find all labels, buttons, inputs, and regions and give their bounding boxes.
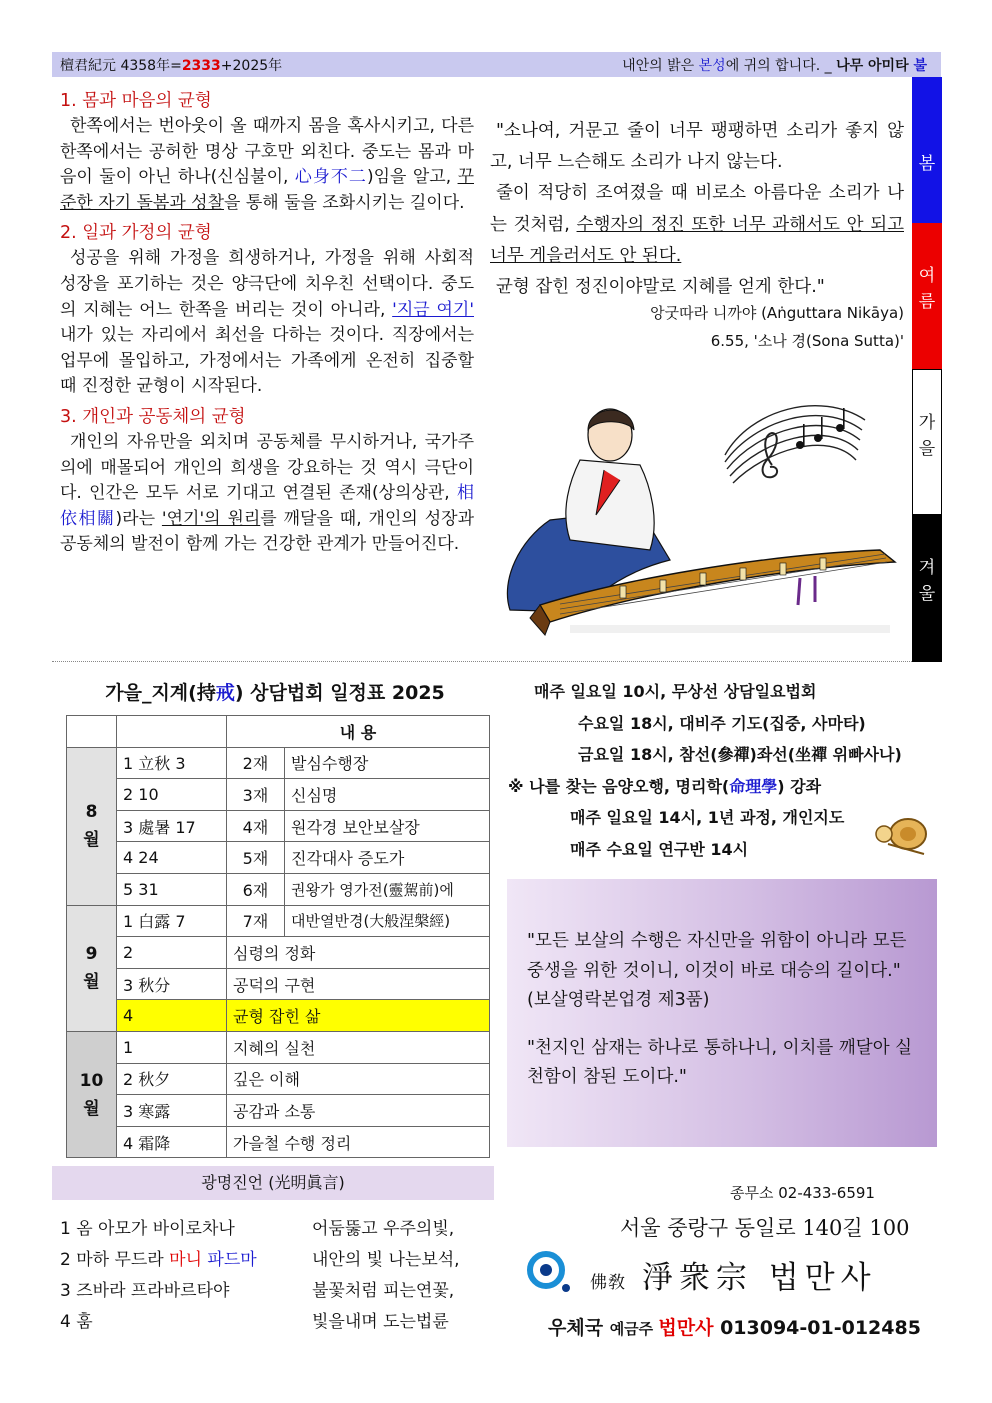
sona-quote bbox=[490, 116, 904, 303]
quote-line: "소나여, 거문고 줄이 너무 팽팽하면 소리가 좋지 않고, 너무 느슨해도 소리가 나지 않는다. bbox=[490, 121, 904, 173]
info-line: 매주 일요일 14시, 1년 과정, 개인지도 bbox=[570, 808, 845, 827]
table-row: 4 霜降 가을철 수행 정리 bbox=[67, 1126, 490, 1158]
temple-logo-icon bbox=[526, 1250, 572, 1294]
schedule-table bbox=[66, 715, 490, 1158]
info-line: 수요일 18시, 대비주 기도(집중, 사마타) bbox=[578, 713, 866, 733]
sutra-quote-box bbox=[507, 879, 937, 1147]
info-line: 매주 수요일 연구반 14시 bbox=[570, 839, 749, 859]
season-summer: 여 름 bbox=[912, 223, 942, 369]
table-row: 9 월 1 白露 7 7재 대반열반경(大般涅槃經) bbox=[67, 905, 490, 937]
table-header: 내 용 bbox=[227, 716, 490, 748]
table-row: 2 심령의 정화 bbox=[67, 937, 490, 969]
gayageum-player-illustration bbox=[500, 390, 905, 645]
table-row: 3 寒露 공감과 소통 bbox=[67, 1095, 490, 1127]
section-title: 3. 개인과 공동체의 균형 bbox=[60, 406, 246, 427]
table-row: 2 10 3재 신심명 bbox=[67, 779, 490, 811]
quote-line: 줄이 적당히 조여졌을 때 비로소 아름다운 소리가 나는 것처럼, 수행자의 정진 또한 너무 과해서도 안 되고 너무 게을러서도 안 된다. bbox=[490, 183, 904, 266]
sutra-quote: "천지인 삼재는 하나로 통하나니, 이치를 깨달아 실천함이 참된 도이다." bbox=[527, 1037, 913, 1087]
table-row: 5 31 6재 권왕가 영가전(靈駕前)에 bbox=[67, 873, 490, 905]
section-body: 성공을 위해 가정을 희생하거나, 가정을 위해 사회적 성장을 포기하는 것은 양극단에 치우친 선택이다. 중도의 지혜는 어느 한쪽을 버리는 것이 아니라, '지금 여기' 내가 있는 자리에서 최선을 다하는 것이다. 직장에서는 업무에 몰입하고, 가정에서는 가족에게 온전히 집중할 때 진정한 균형이 시작된다. bbox=[60, 248, 474, 397]
bank-account: 우체국 예금주 법만사 013094-01-012485 bbox=[548, 1317, 921, 1339]
table-row: 8 월 1 立秋 3 2재 발심수행장 bbox=[67, 747, 490, 779]
season-winter: 겨 울 bbox=[912, 515, 942, 662]
office-phone: 종무소 02-433-6591 bbox=[730, 1184, 875, 1202]
temple-name: 佛敎 淨衆宗 법만사 bbox=[590, 1260, 877, 1296]
section-title: 2. 일과 가정의 균형 bbox=[60, 223, 212, 244]
gong-icon bbox=[874, 812, 932, 856]
table-row: 2 秋夕 깊은 이해 bbox=[67, 1063, 490, 1095]
mantra-meaning: 어둠뚫고 우주의빛, 내안의 빛 나는보석, 불꽃처럼 피는연꽃, 빛을내며 도는법륜 bbox=[312, 1219, 460, 1332]
quote-line: 균형 잡힌 정진이야말로 지혜를 얻게 한다." bbox=[496, 277, 825, 298]
header-refuge: 내안의 밝은 본성에 귀의 합니다. _ 나무 아미타 불 bbox=[622, 58, 927, 74]
section-title: 1. 몸과 마음의 균형 bbox=[60, 91, 212, 111]
month-label: 8 월 bbox=[67, 747, 117, 905]
table-row: 4 24 5재 진각대사 증도가 bbox=[67, 842, 490, 874]
info-line: 매주 일요일 10시, 무상선 상담일요법회 bbox=[534, 682, 817, 701]
dangun-year: 檀君紀元 4358年=2333+2025年 bbox=[60, 58, 283, 74]
info-line: 금요일 18시, 참선(參禪)좌선(坐禪 위빠사나) bbox=[578, 745, 902, 764]
season-autumn: 가 을 bbox=[912, 369, 942, 515]
season-sidebar bbox=[912, 77, 942, 662]
sutra-quote: "모든 보살의 수행은 자신만을 위함이 아니라 모든 중생을 위한 것이니, 이것이 바로 대승의 길이다." (보살영락본업경 제3품) bbox=[527, 931, 907, 1010]
section-body: 개인의 자유만을 외치며 공동체를 무시하거나, 국가주의에 매몰되어 개인의 희생을 강요하는 것 역시 극단이다. 인간은 모두 서로 기대고 연결된 존재(상의상관, 相依相關)라는 '연기'의 원리를 깨달을 때, 개인의 성장과 공동체의 발전이 함께 가는 건강한 관계가 만들어진다. bbox=[60, 431, 474, 555]
header-bar bbox=[52, 52, 941, 77]
table-row: 10 월 1 지혜의 실천 bbox=[67, 1031, 490, 1063]
season-spring: 봄 bbox=[912, 77, 942, 223]
mantra-lines: 1 옴 아모가 바이로차나 2 마하 무드라 마니 파드마 3 즈바라 프라바르타야 4 훔 bbox=[60, 1219, 257, 1332]
month-label: 10 월 bbox=[67, 1031, 117, 1157]
section-body: 한쪽에서는 번아웃이 올 때까지 몸을 혹사시키고, 다른 한쪽에서는 공허한 명상 구호만 외친다. 중도는 몸과 마음이 둘이 아닌 하나(신심불이, 心身不二)임을 알고, 꾸준한 자기 돌봄과 성찰을 통해 둘을 조화시키는 길이다. bbox=[60, 116, 474, 213]
month-label: 9 월 bbox=[67, 905, 117, 1031]
divider bbox=[52, 661, 912, 662]
schedule-title: 가을_지계(持戒) 상담법회 일정표 2025 bbox=[105, 682, 445, 704]
balance-sections bbox=[60, 88, 474, 562]
table-row: 3 處暑 17 4재 원각경 보안보살장 bbox=[67, 810, 490, 842]
table-row: 3 秋分 공덕의 구현 bbox=[67, 968, 490, 1000]
info-line: ※ 나를 찾는 음양오행, 명리학(命理學) 강좌 bbox=[508, 776, 822, 796]
weekly-services bbox=[508, 676, 928, 865]
mantra-title: 광명진언 (光明眞言) bbox=[52, 1166, 494, 1200]
table-row-highlighted: 4 균형 잡힌 삶 bbox=[67, 1000, 490, 1032]
temple-address: 서울 중랑구 동일로 140길 100 bbox=[620, 1216, 910, 1240]
table-header-row bbox=[67, 716, 490, 748]
quote-source: 앙굿따라 니까야 (Aṅguttara Nikāya) 6.55, '소나 경(Sona Sutta)' bbox=[650, 304, 904, 350]
